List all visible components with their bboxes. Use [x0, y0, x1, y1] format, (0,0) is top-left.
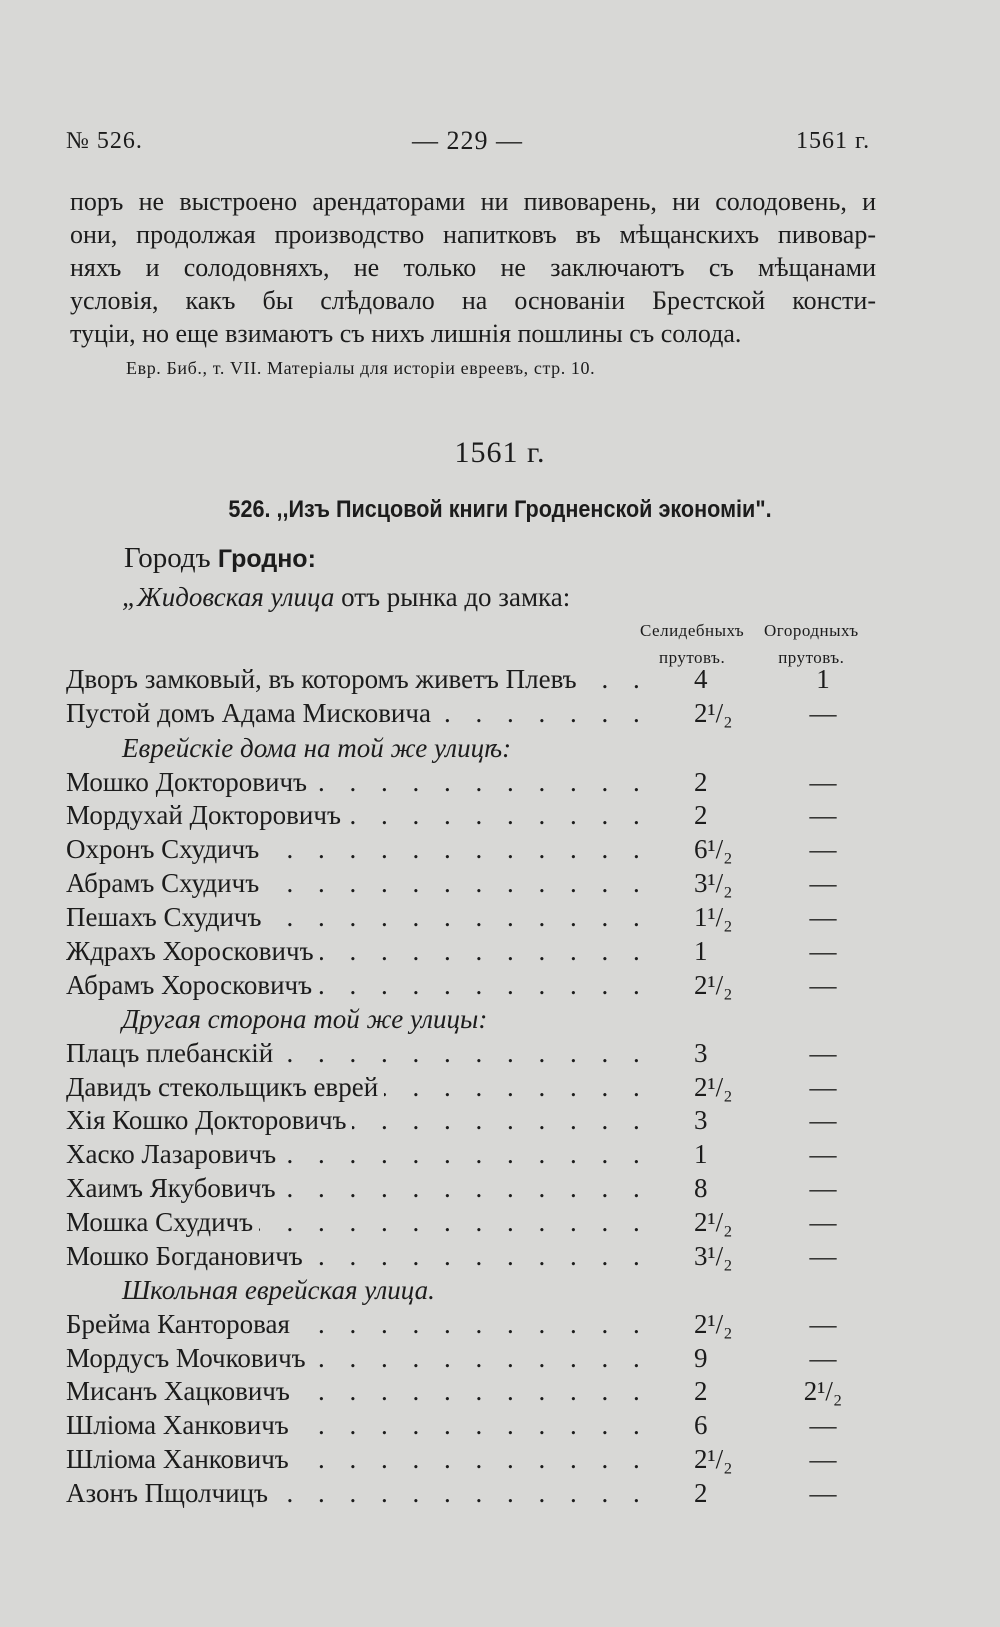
row-value-1: 6¹/₂	[694, 834, 733, 864]
row-name: Абрамъ Хоросковичъ	[66, 970, 318, 1001]
column-header-1-line2: прутовъ.	[658, 648, 726, 667]
row-value-1: 2¹/₂	[694, 698, 733, 728]
row-value-2: —	[809, 767, 837, 797]
row-value-1: 2¹/₂	[694, 1309, 733, 1339]
row-name: Хаско Лазаровичъ	[66, 1139, 282, 1170]
row-value-2: —	[809, 1444, 837, 1474]
table-row	[66, 834, 866, 867]
row-value-1: 1	[694, 936, 708, 966]
row-value-1: 2	[694, 1376, 708, 1406]
column-header-2-line1: Огородныхъ	[764, 621, 859, 640]
row-value-2: —	[809, 698, 837, 728]
row-value-1: 1	[694, 1139, 708, 1169]
row-value-2: —	[809, 936, 837, 966]
table-row	[66, 970, 866, 1003]
row-name: Мошко Богдановичъ	[66, 1241, 309, 1272]
row-value-2: —	[809, 834, 837, 864]
row-name: Шліома Ханковичъ	[66, 1444, 295, 1475]
row-value-1: 1¹/₂	[694, 902, 733, 932]
column-header-1	[640, 617, 744, 671]
row-name: Плацъ плебанскій	[66, 1038, 279, 1069]
document-number: № 526.	[66, 128, 143, 154]
row-value-2: —	[809, 1478, 837, 1508]
paragraph-line: условія, какъ бы слѣдовало на основаніи Брестской консти-	[70, 286, 876, 315]
row-name: Давидъ стекольщикъ еврей	[66, 1072, 384, 1103]
year-heading: 1561 г.	[454, 436, 546, 469]
row-value-2: 1	[816, 664, 830, 694]
table-row	[66, 1309, 866, 1342]
row-name: Пустой домъ Адама Мисковича	[66, 698, 437, 729]
table-row	[66, 1207, 866, 1240]
table-row	[66, 1241, 866, 1274]
table-row	[66, 1038, 866, 1071]
row-value-2: —	[809, 1105, 837, 1135]
source-citation: Евр. Биб., т. VII. Матеріалы для исторіи евреевъ, стр. 10.	[126, 358, 596, 378]
row-name: Мошко Докторовичъ	[66, 767, 313, 798]
row-value-1: 2¹/₂	[694, 1444, 733, 1474]
row-name: Дворъ замковый, въ которомъ живетъ Плевъ	[66, 664, 583, 695]
table-row	[66, 800, 866, 833]
row-value-2: —	[809, 902, 837, 932]
table-row	[66, 868, 866, 901]
paragraph-line: туціи, но еще взимаютъ съ нихъ лишнія пошлины съ солода.	[70, 319, 742, 348]
row-value-2: —	[809, 1241, 837, 1271]
row-value-2: 2¹/₂	[803, 1376, 843, 1406]
table-row	[66, 902, 866, 935]
table-row	[66, 664, 866, 697]
column-header-2	[764, 617, 859, 671]
row-value-2: —	[809, 1173, 837, 1203]
row-name: Пешахъ Схудичъ	[66, 902, 267, 933]
row-value-2: —	[809, 1038, 837, 1068]
city-name: Гродно:	[217, 545, 316, 573]
table-row	[66, 1444, 866, 1477]
row-name: Ждрахъ Хоросковичъ	[66, 936, 320, 967]
table-row	[66, 1139, 866, 1172]
row-name: Охронъ Схудичъ	[66, 834, 265, 865]
row-value-2: —	[809, 1410, 837, 1440]
row-value-1: 2	[694, 1478, 708, 1508]
paragraph-line: няхъ и солодовняхъ, не только не заключаютъ съ мѣщанами	[70, 253, 876, 282]
row-value-1: 3¹/₂	[694, 1241, 733, 1271]
header-year: 1561 г.	[796, 128, 871, 154]
row-name: Хаимъ Якубовичъ	[66, 1173, 282, 1204]
row-value-1: 6	[694, 1410, 708, 1440]
row-value-2: —	[809, 1343, 837, 1373]
subheading: Другая сторона той же улицы:	[122, 1004, 488, 1034]
row-value-2: —	[809, 970, 837, 1000]
row-value-1: 2¹/₂	[694, 1072, 733, 1102]
table-row	[66, 767, 866, 800]
paragraph-line: поръ не выстроено арендаторами ни пивоварень, ни солодовень, и	[70, 187, 876, 216]
row-name: Мошка Схудичъ	[66, 1207, 259, 1238]
row-value-1: 2	[694, 767, 708, 797]
table-row	[66, 1343, 866, 1376]
table-row	[66, 936, 866, 969]
row-value-2: —	[809, 800, 837, 830]
street-name: „Жидовская улица	[122, 582, 335, 612]
table-row	[66, 1105, 866, 1138]
table-row	[66, 1376, 866, 1409]
row-value-2: —	[809, 1139, 837, 1169]
table-row	[66, 1173, 866, 1206]
row-value-1: 2	[694, 800, 708, 830]
row-value-1: 4	[694, 664, 708, 694]
row-value-2: —	[809, 1207, 837, 1237]
row-value-1: 3¹/₂	[694, 868, 733, 898]
row-name: Мордухай Докторовичъ	[66, 800, 347, 831]
table-row	[66, 1478, 866, 1511]
row-name: Хія Кошко Докторовичъ	[66, 1105, 352, 1136]
row-value-1: 3	[694, 1105, 708, 1135]
row-name: Мордусъ Мочковичъ	[66, 1343, 312, 1374]
document-title: 526. ,,Изъ Писцовой книги Гродненской экономіи".	[228, 496, 772, 523]
table-row	[66, 1072, 866, 1105]
row-name: Мисанъ Хацковичъ	[66, 1376, 296, 1407]
street-extent: отъ рынка до замка:	[334, 582, 571, 612]
body-paragraph	[70, 185, 876, 350]
subheading: Школьная еврейская улица.	[122, 1275, 435, 1305]
page-number: — 229 —	[412, 126, 523, 155]
row-value-1: 2¹/₂	[694, 970, 733, 1000]
column-header-2-line2: прутовъ.	[778, 648, 845, 667]
column-header-1-line1: Селидебныхъ	[640, 621, 745, 640]
city-prefix: Городъ	[124, 542, 211, 574]
row-name: Азонъ Пщолчицъ	[66, 1478, 274, 1509]
row-name: Брейма Канторовая	[66, 1309, 296, 1340]
paragraph-line: они, продолжая производство напитковъ въ мѣщанскихъ пивовар-	[70, 220, 876, 249]
table-row	[66, 698, 866, 731]
row-value-1: 9	[694, 1343, 708, 1373]
subheading: Еврейскіе дома на той же улицѣ:	[122, 733, 512, 763]
city-heading	[124, 542, 316, 575]
row-name: Шліома Ханковичъ	[66, 1410, 295, 1441]
row-value-2: —	[809, 868, 837, 898]
table-row	[66, 1410, 866, 1443]
row-value-2: —	[809, 1309, 837, 1339]
row-value-1: 8	[694, 1173, 708, 1203]
row-name: Абрамъ Схудичъ	[66, 868, 265, 899]
row-value-1: 3	[694, 1038, 708, 1068]
street-heading	[122, 582, 570, 613]
row-value-2: —	[809, 1072, 837, 1102]
row-value-1: 2¹/₂	[694, 1207, 733, 1237]
